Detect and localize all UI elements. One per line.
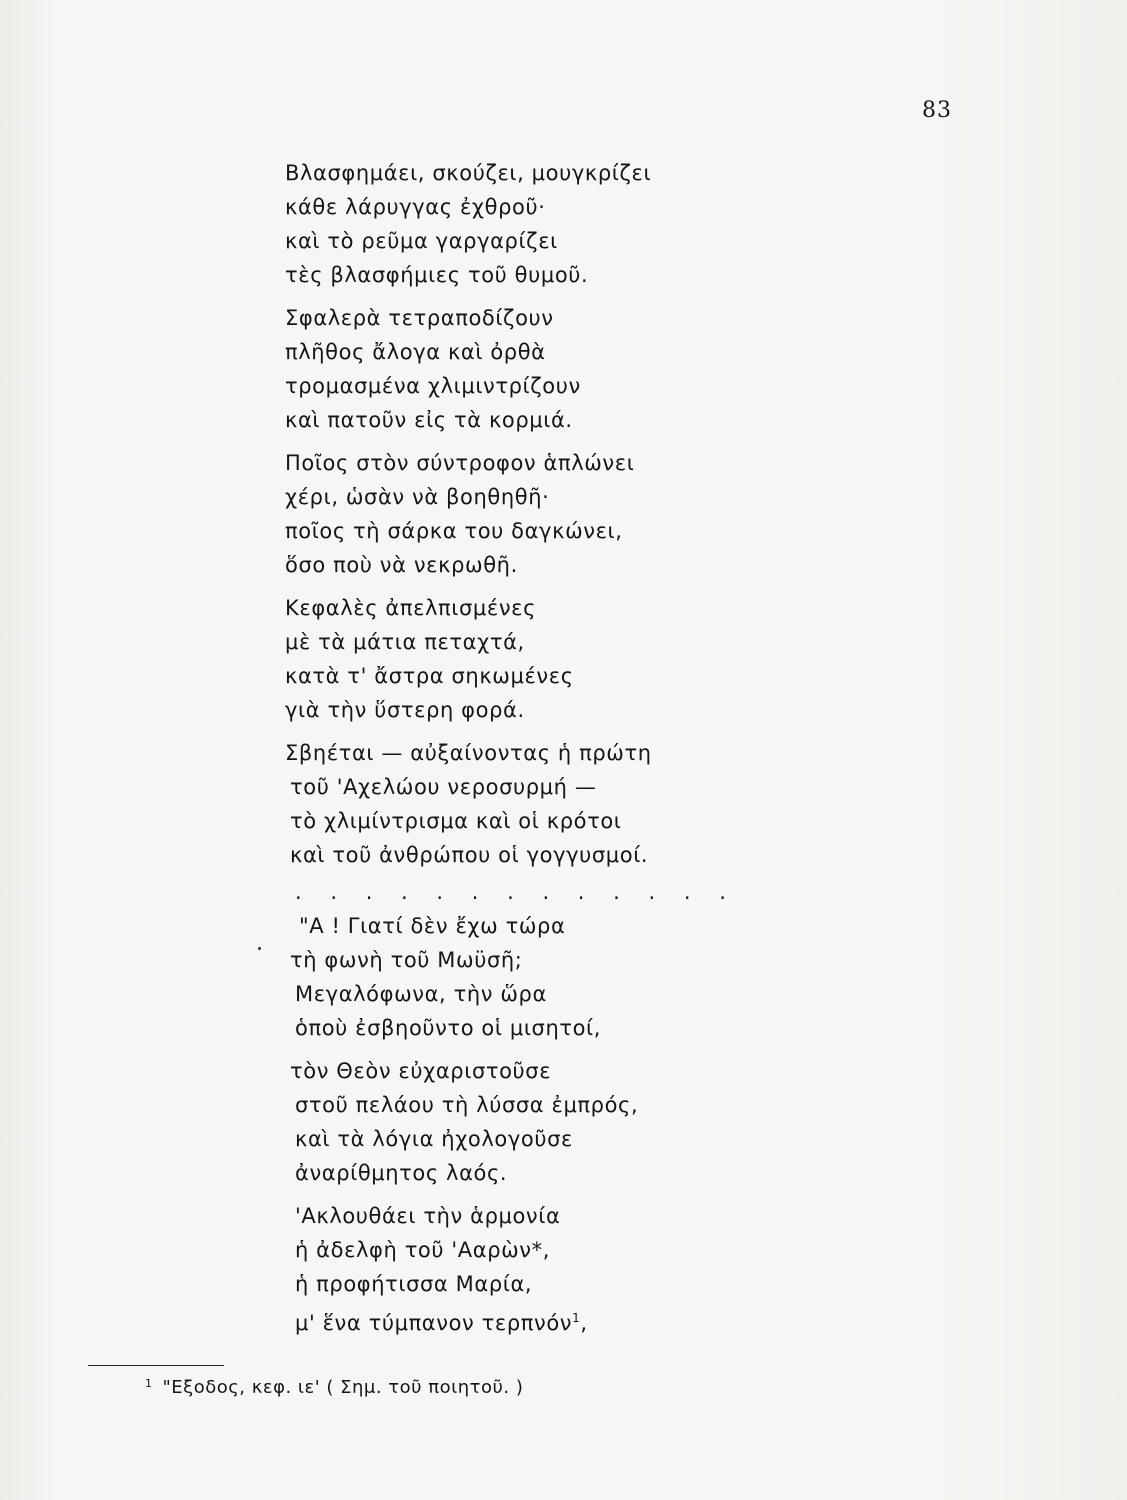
poem-line: τρομασμένα χλιμιντρίζουν — [285, 374, 581, 398]
poem-line: τὴ φωνὴ τοῦ Μωϋσῆ; — [290, 948, 523, 972]
footnote-marker: 1 — [145, 1377, 153, 1390]
poem-line: Σφαλερὰ τετραποδίζουν — [285, 306, 554, 330]
stanza — [285, 591, 805, 727]
poem-line: ἀναρίθμητος λαός. — [295, 1161, 508, 1185]
poem-line: τοῦ 'Αχελώου νεροσυρμή — — [290, 775, 597, 799]
footnote-reference: 1 — [572, 1311, 581, 1325]
poem-line: πλῆθος ἄλογα καὶ ὀρθὰ — [285, 340, 546, 364]
poem-line: Κεφαλὲς ἀπελπισμένες — [285, 596, 537, 620]
footnote-divider — [88, 1365, 224, 1366]
poem-line: μὲ τὰ μάτια πεταχτά, — [285, 630, 525, 654]
stanza — [285, 1199, 805, 1340]
stanza — [285, 156, 805, 292]
poem-line: γιὰ τὴν ὕστερη φορά. — [285, 698, 525, 722]
trailing-comma: , — [580, 1311, 588, 1335]
poem-line: καὶ πατοῦν εἰς τὰ κορμιά. — [285, 408, 573, 432]
poem-line: Σβηέται — αὐξαίνοντας ἡ πρώτη — [285, 741, 652, 765]
poem-line: ὅσο ποὺ νὰ νεκρωθῆ. — [285, 553, 518, 577]
stray-dot — [258, 947, 261, 950]
poem-line: τὸν Θεὸν εὐχαριστοῦσε — [290, 1059, 552, 1083]
poem-line: καὶ τὰ λόγια ἠχολογοῦσε — [295, 1127, 573, 1151]
poem-line: καὶ τὸ ρεῦμα γαργαρίζει — [285, 229, 558, 253]
poem-line: ἡ προφήτισσα Μαρία, — [295, 1272, 533, 1296]
poem-line: κατὰ τ' ἄστρα σηκωμένες — [285, 664, 574, 688]
poem — [285, 156, 805, 1349]
poem-line-text: μ' ἕνα τύμπανον τερπνόν — [295, 1311, 573, 1335]
poem-line: κάθε λάρυγγας ἐχθροῦ· — [285, 195, 546, 219]
poem-line: Μεγαλόφωνα, τὴν ὥρα — [295, 982, 547, 1006]
poem-line: Ποῖος στὸν σύντροφον ἁπλώνει — [285, 451, 635, 475]
poem-line: "Α ! Γιατί δὲν ἔχω τώρα — [299, 914, 566, 938]
stanza — [285, 1054, 805, 1190]
stanza — [285, 446, 805, 582]
poem-line: τὲς βλασφήμιες τοῦ θυμοῦ. — [285, 263, 589, 287]
stanza — [285, 301, 805, 437]
poem-line: ὁποὺ ἐσβηοῦντο οἱ μισητοί, — [295, 1016, 602, 1040]
poem-line: στοῦ πελάου τὴ λύσσα ἐμπρός, — [295, 1093, 639, 1117]
poem-line: χέρι, ὡσὰν νὰ βοηθηθῆ· — [285, 485, 550, 509]
stanza — [285, 736, 805, 872]
poem-line: ποῖος τὴ σάρκα του δαγκώνει, — [285, 519, 623, 543]
ellipsis-separator: . . . . . . . . . . . . . — [295, 880, 737, 904]
page-number: 83 — [922, 98, 952, 123]
stanza — [285, 909, 805, 1045]
poem-line — [285, 1301, 805, 1340]
poem-line: ἡ ἀδελφὴ τοῦ 'Ααρὼν*, — [295, 1238, 551, 1262]
footnote — [145, 1377, 523, 1398]
poem-line: τὸ χλιμίντρισμα καὶ οἱ κρότοι — [290, 809, 622, 833]
poem-line: καὶ τοῦ ἀνθρώπου οἱ γογγυσμοί. — [290, 843, 649, 867]
poem-line: 'Ακλουθάει τὴν ἁρμονία — [295, 1204, 561, 1228]
footnote-text: "Εξοδος, κεφ. ιε' ( Σημ. τοῦ ποιητοῦ. ) — [162, 1377, 524, 1398]
poem-line: Βλασφημάει, σκούζει, μουγκρίζει — [285, 161, 652, 185]
